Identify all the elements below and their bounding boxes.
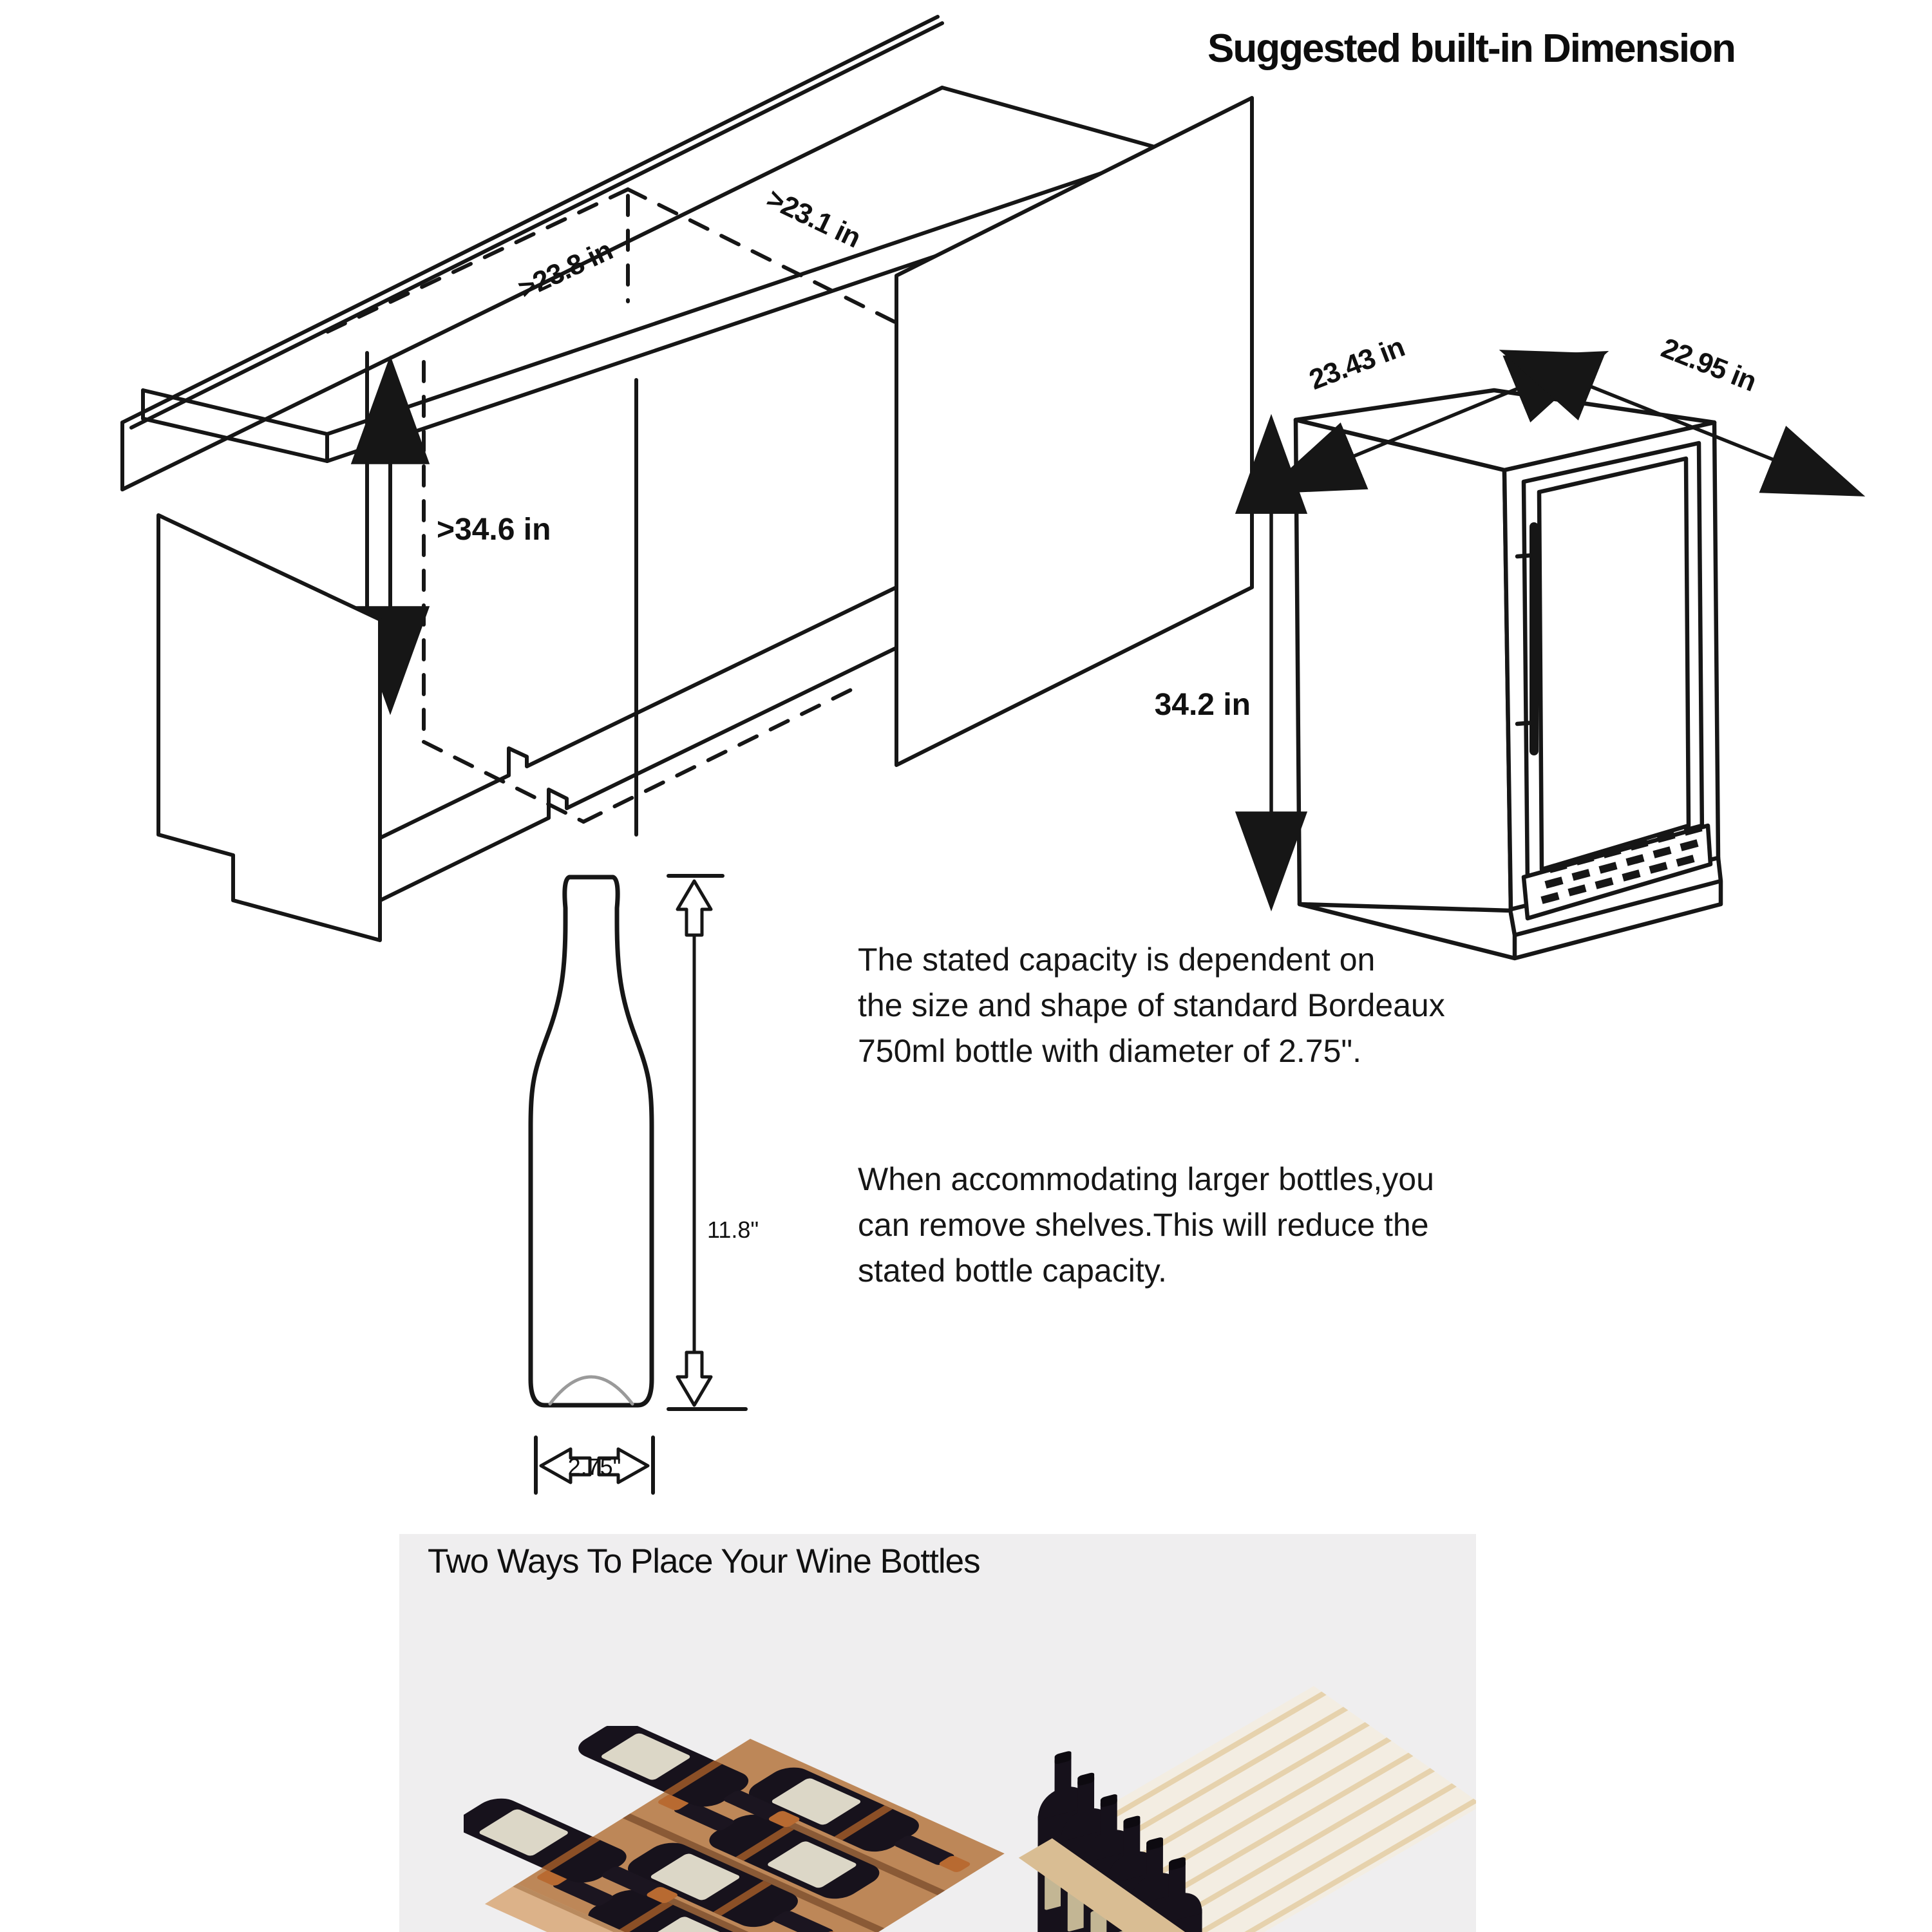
bottle-diameter-label: 2.75" bbox=[567, 1454, 621, 1480]
capacity-note bbox=[858, 937, 1598, 1074]
note-line: 750ml bottle with diameter of 2.75". bbox=[858, 1033, 1362, 1069]
cooler-width-label: 23.43 in bbox=[1305, 331, 1409, 396]
cutout-width-label: >23.8 in bbox=[513, 234, 618, 305]
page-title: Suggested built-in Dimension bbox=[1208, 26, 1735, 71]
note-line: can remove shelves.This will reduce the bbox=[858, 1207, 1429, 1243]
right-cabinet-panel bbox=[896, 98, 1252, 765]
cooler-depth-label: 22.95 in bbox=[1656, 332, 1761, 398]
cooler-height-label: 34.2 in bbox=[1154, 688, 1251, 722]
up-arrow bbox=[677, 881, 711, 935]
niche-floor-edge bbox=[323, 587, 896, 866]
wine-cooler-diagram bbox=[1155, 331, 1857, 958]
larger-bottles-note bbox=[858, 1157, 1598, 1294]
down-arrow bbox=[677, 1352, 711, 1405]
cutout-depth-label: >23.1 in bbox=[761, 182, 866, 254]
counter-left-cap bbox=[143, 390, 327, 434]
niche-dashed-outline bbox=[318, 189, 934, 822]
left-cabinet-panel bbox=[158, 515, 380, 940]
cooler-left-face bbox=[1296, 420, 1511, 911]
note-line: The stated capacity is dependent on bbox=[858, 942, 1376, 978]
bottles-upright-photo bbox=[992, 1674, 1476, 1932]
note-line: stated bottle capacity. bbox=[858, 1253, 1167, 1289]
cabinet-cutout-diagram bbox=[122, 17, 1252, 940]
note-line: When accommodating larger bottles,you bbox=[858, 1161, 1434, 1197]
bottle-dimension-diagram bbox=[531, 876, 759, 1493]
bottle-punt bbox=[550, 1377, 632, 1404]
cutout-height-label: >34.6 in bbox=[437, 513, 551, 547]
placement-heading: Two Ways To Place Your Wine Bottles bbox=[428, 1542, 980, 1580]
bottle-height-label: 11.8" bbox=[707, 1217, 759, 1243]
note-line: the size and shape of standard Bordeaux bbox=[858, 987, 1445, 1023]
toe-board-edge bbox=[362, 648, 896, 909]
bottles-horizontal-photo bbox=[464, 1726, 1030, 1932]
placement-panel bbox=[399, 1534, 1476, 1932]
bottle-outline bbox=[531, 877, 652, 1405]
counter-right-cap bbox=[942, 88, 1168, 151]
